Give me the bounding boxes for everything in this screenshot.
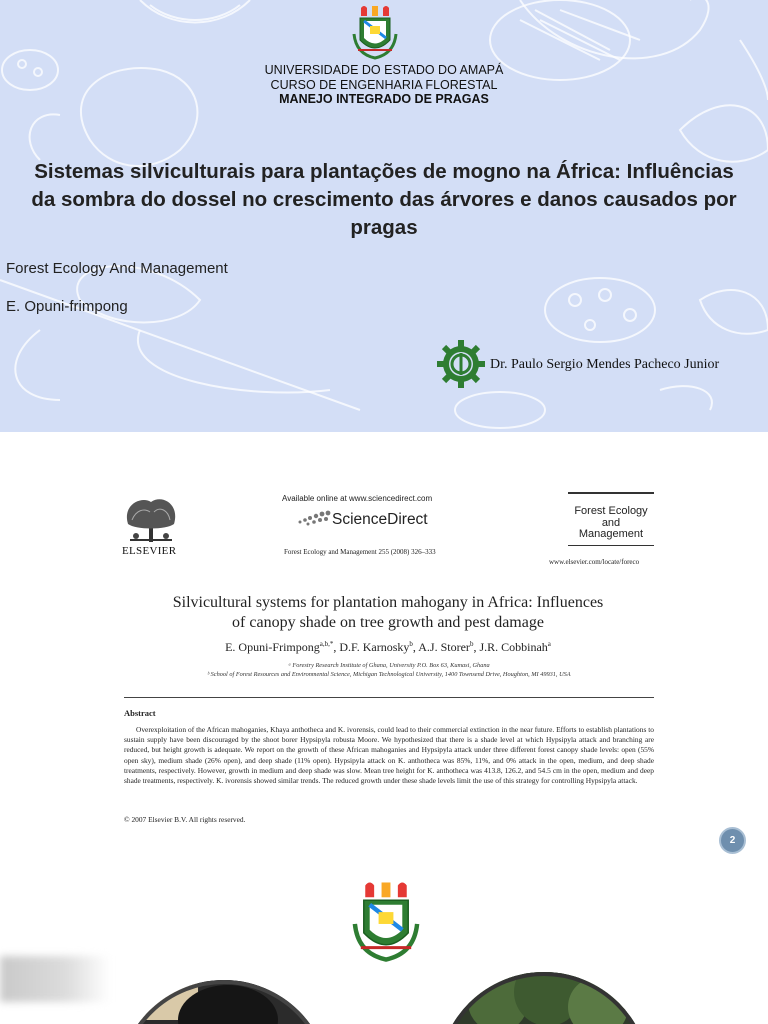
author-name: A.J. Storer: [418, 640, 470, 654]
paper-title-line: of canopy shade on tree growth and pest damage: [232, 614, 544, 631]
presentation-title: Sistemas silviculturais para plantações de mogno na África: Influências da sombra do dossel no crescimento das árvores e danos causados por pragas: [31, 160, 737, 239]
author-affiliation-mark: a: [547, 640, 551, 648]
page-number-badge: 2: [719, 827, 746, 854]
author-separator: ,: [333, 640, 340, 654]
photo-placeholder-right: [438, 972, 650, 1024]
round-photo-right: [438, 972, 650, 1024]
available-online-text: Available online at www.sciencedirect.com: [282, 494, 433, 503]
author-name: E. Opuni-Frimpong: [225, 640, 320, 654]
round-photo-left: [118, 980, 330, 1024]
journal-masthead-line: Forest Ecology: [574, 505, 648, 517]
journal-reference: Forest Ecology and Management 255 (2008) 326–333: [284, 548, 436, 556]
publisher-name: ELSEVIER: [122, 545, 177, 557]
paper-title: [130, 593, 646, 633]
affiliation-a: ᵃ Forestry Research Institute of Ghana, University P.O. Box 63, Kumasi, Ghana: [288, 662, 490, 669]
copyright-notice: © 2007 Elsevier B.V. All rights reserved.: [124, 815, 246, 824]
author-name: D.F. Karnosky: [339, 640, 410, 654]
journal-name: Forest Ecology And Management: [6, 260, 228, 277]
journal-masthead-line: Management: [578, 528, 644, 540]
author-name: J.R. Cobbinah: [479, 640, 548, 654]
sciencedirect-name: ScienceDirect: [332, 511, 428, 528]
affiliation-b: ᵇ School of Forest Resources and Environmental Science, Michigan Technological University, 1400 Townsend Drive, Houghton, MI 49931, USA: [207, 671, 571, 678]
university-name: UNIVERSIDADE DO ESTADO DO AMAPÁ: [264, 63, 504, 77]
discipline-name: MANEJO INTEGRADO DE PRAGAS: [279, 92, 489, 106]
professor-name: Dr. Paulo Sergio Mendes Pacheco Junior: [490, 357, 720, 372]
paper-slide: [0, 432, 768, 864]
abstract-text: Overexploitation of the African mahoganies, Khaya anthotheca and K. ivorensis, could lead to their commercial extinction in the near future. Efforts to establish plantations to sustain supply have been discouraged by the shoot borer Hypsipyla robusta Moore. We hypothesized that there is a shade level at which Hypsipyla attack and branching are reduced, but height growth is adequate. We report on the growth of these African mahoganies and Hypsipyla attack under three different forest canopy shade levels: open (55% open sky), medium shade (26% open), and deep shade (11% open). Hypsipyla attack on K. anthotheca was 85%, 11%, and 0% attack in the open, medium, and deep shade treatments, respectively. However, growth in medium and deep shade was slow. Mean tree height for K. anthotheca was 413.8, 126.2, and 54.5 cm in the open, medium and deep shade treatments, respectively. K. ivorensis showed similar trends. The reduced growth under these shade levels limit the use of this strategy for controlling Hypsipyla attack.: [124, 725, 654, 786]
elsevier-tree-logo-icon: [122, 494, 180, 544]
journal-url: www.elsevier.com/locate/foreco: [549, 558, 640, 566]
title-slide: [0, 0, 768, 432]
author-affiliation-mark: b: [469, 640, 474, 648]
abstract-heading: Abstract: [124, 708, 156, 718]
divider: [124, 697, 654, 698]
next-slide-partial: [0, 864, 768, 1024]
institution-header: [0, 63, 768, 107]
author-separator: ,: [412, 640, 419, 654]
course-name: CURSO DE ENGENHARIA FLORESTAL: [270, 77, 498, 92]
university-crest-icon: [348, 4, 402, 60]
decorative-shadow: [0, 956, 110, 1002]
author-affiliation-mark: a,b,*: [319, 640, 334, 648]
author-separator: ,: [473, 640, 480, 654]
journal-masthead: [568, 492, 654, 546]
journal-masthead-line: and: [601, 516, 621, 529]
paper-author: E. Opuni-frimpong: [6, 298, 128, 315]
affiliations: [124, 661, 654, 679]
paper-title-line: Silvicultural systems for plantation mahogany in Africa: Influences: [172, 594, 604, 611]
engineering-gear-icon: [436, 339, 486, 389]
paper-authors: [130, 640, 646, 655]
author-affiliation-mark: b: [409, 640, 413, 648]
university-crest-icon: [346, 878, 426, 964]
sciencedirect-dots-icon: [296, 508, 332, 528]
photo-placeholder-left: [118, 980, 330, 1024]
